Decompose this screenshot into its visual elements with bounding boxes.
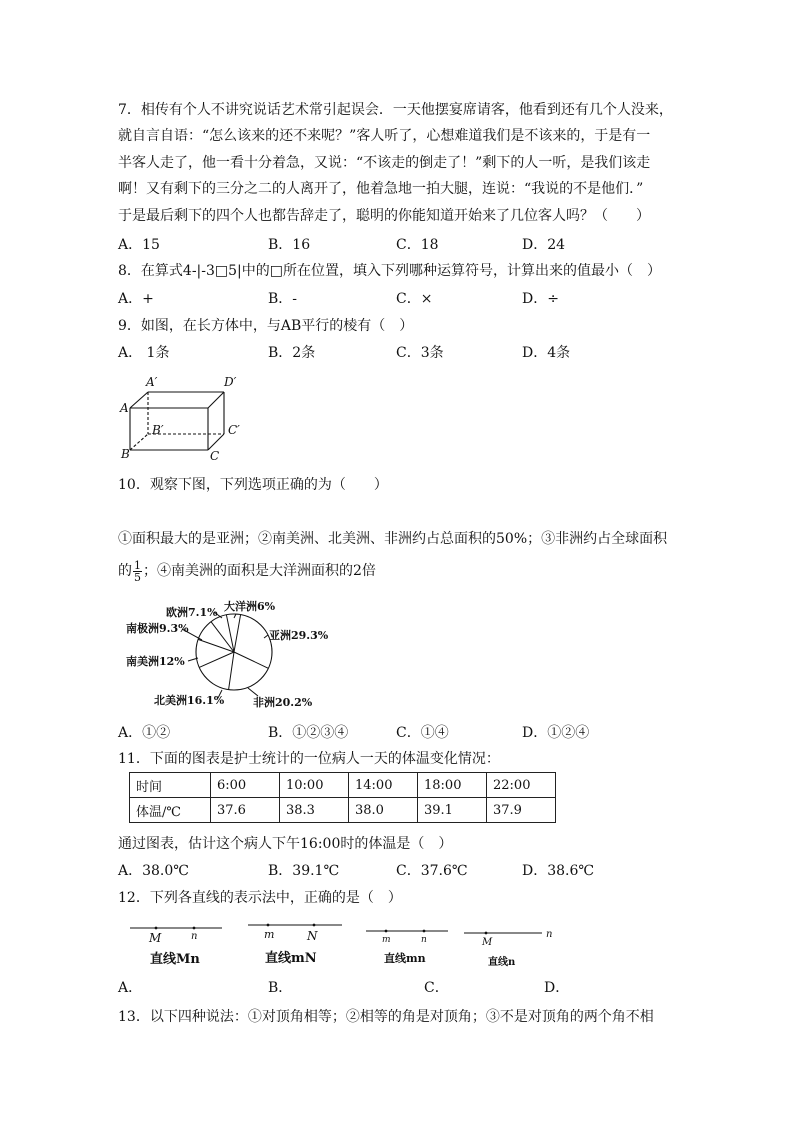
fraction-one-fifth (133, 560, 142, 583)
table-cell: 时间 (130, 773, 211, 798)
statement-suffix: ；④南美洲的面积是大洋洲面积的2倍 (143, 563, 376, 579)
table-cell: 37.6 (211, 798, 280, 823)
cuboid-figure (118, 372, 248, 464)
fraction-denominator: 5 (134, 570, 141, 584)
label-d-prime: D′ (224, 375, 237, 389)
q9-text: 9．如图，在长方体中，与AB平行的棱有（ ） (118, 318, 414, 334)
fig3-point-2: n (421, 935, 427, 945)
continent-pie-chart (118, 594, 358, 714)
table-cell: 22:00 (487, 773, 556, 798)
pie-label-4: 南美洲12% (126, 655, 185, 668)
q10-option-b[interactable]: B．①②③④ (268, 725, 349, 741)
q7-option-c[interactable]: C．18 (396, 237, 439, 253)
table-cell: 38.3 (280, 798, 349, 823)
table-cell: 14:00 (349, 773, 418, 798)
q10-statement-line-2 (118, 558, 376, 584)
q7-line-3: 半客人走了，他一看十分着急，又说：“不该走的倒走了！”剩下的人一听，是我们该走 (118, 155, 651, 171)
q12-option-a[interactable]: A． (118, 980, 143, 996)
q11-option-d[interactable]: D．38.6℃ (522, 863, 595, 879)
table-cell: 18:00 (418, 773, 487, 798)
pie-label-3: 北美洲16.1% (154, 694, 225, 707)
q7-option-b[interactable]: B．16 (268, 237, 311, 253)
table-cell: 体温/℃ (130, 798, 211, 823)
pie-label-1: 亚洲29.3% (269, 629, 329, 642)
q8-option-b[interactable]: B．- (268, 291, 298, 307)
fig3-caption: 直线mn (384, 952, 426, 965)
table-cell: 6:00 (211, 773, 280, 798)
q7-option-a[interactable]: A．15 (118, 237, 160, 253)
label-b: B (121, 447, 130, 461)
q11-option-b[interactable]: B．39.1℃ (268, 863, 340, 879)
line-notation-figures (118, 915, 578, 975)
q9-option-a[interactable]: A． 1条 (118, 345, 170, 361)
table-cell: 10:00 (280, 773, 349, 798)
q8-option-a[interactable]: A．+ (118, 291, 154, 307)
fig1-point-2: n (191, 931, 198, 942)
label-a: A (120, 401, 129, 415)
q8-text: 8．在算式4-|-3□5|中的□所在位置，填入下列哪种运算符号，计算出来的值最小（ ） (118, 263, 661, 279)
q12-text: 12．下列各直线的表示法中，正确的是（ ） (118, 890, 402, 906)
label-c: C (210, 449, 220, 463)
q7-line-5: 于是最后剩下的四个人也都告辞走了，聪明的你能知道开始来了几位客人吗？（ ） (118, 208, 650, 224)
q12-option-d[interactable]: D． (544, 980, 570, 996)
fig1-caption: 直线Mn (150, 952, 200, 967)
pie-slice-boundary (234, 652, 268, 668)
q8-option-c[interactable]: C．× (396, 291, 433, 307)
q9-option-b[interactable]: B．2条 (268, 345, 316, 361)
table-cell: 39.1 (418, 798, 487, 823)
q10-option-a[interactable]: A．①② (118, 725, 171, 741)
q11-option-c[interactable]: C．37.6℃ (396, 863, 468, 879)
fig4-point-1: M (482, 937, 493, 948)
q8-option-d[interactable]: D．÷ (522, 291, 559, 307)
q10-text: 10．观察下图，下列选项正确的为（ ） (118, 477, 388, 493)
table-cell: 37.9 (487, 798, 556, 823)
q10-statement-line-1: ①面积最大的是亚洲；②南美洲、北美洲、非洲约占总面积的50%；③非洲约占全球面积 (118, 531, 668, 547)
fraction-numerator: 1 (134, 558, 141, 572)
q7-option-d[interactable]: D．24 (522, 237, 566, 253)
fig3-point-1: m (382, 935, 391, 945)
pie-leader-line (248, 688, 258, 696)
fig2-point-1: m (264, 928, 275, 941)
q7-line-1: 7．相传有个人不讲究说话艺术常引起误会．一天他摆宴席请客，他看到还有几个人没来， (118, 102, 673, 118)
pie-slice-boundary (229, 652, 234, 690)
q7-line-2: 就自言自语：“怎么该来的还不来呢？”客人听了，心想难道我们是不该来的，于是有一 (118, 128, 651, 144)
q9-option-d[interactable]: D．4条 (522, 345, 571, 361)
pie-label-6: 欧洲7.1% (166, 606, 218, 619)
fig1-point-1: M (149, 931, 162, 945)
statement-prefix: 的 (118, 563, 132, 579)
pie-slice-boundary (199, 652, 234, 667)
table-cell: 38.0 (349, 798, 418, 823)
fig2-caption: 直线mN (265, 951, 317, 966)
fig2-point-2: N (307, 929, 318, 943)
temperature-table (129, 772, 556, 823)
q11-option-a[interactable]: A．38.0℃ (118, 863, 189, 879)
q10-option-d[interactable]: D．①②④ (522, 725, 590, 741)
pie-leader-line (264, 635, 268, 638)
q10-option-c[interactable]: C．①④ (396, 725, 449, 741)
label-b-prime: B′ (152, 423, 164, 437)
q7-line-4: 啊！又有剩下的三分之二的人离开了，他着急地一拍大腿，连说：“我说的不是他们．” (118, 181, 644, 197)
q12-option-b[interactable]: B． (268, 980, 293, 996)
table-row (130, 773, 556, 798)
pie-slice-boundary (234, 615, 241, 652)
q11-text-2: 通过图表，估计这个病人下午16:00时的体温是（ ） (118, 836, 453, 852)
fig4-caption: 直线n (488, 957, 516, 968)
q12-option-c[interactable]: C． (424, 980, 449, 996)
pie-leader-line (234, 614, 236, 618)
pie-label-2: 非洲20.2% (253, 696, 313, 709)
label-c-prime: C′ (228, 423, 240, 437)
q9-option-c[interactable]: C．3条 (396, 345, 444, 361)
table-row (130, 798, 556, 823)
fig4-point-2: n (546, 929, 553, 940)
label-a-prime: A′ (146, 375, 158, 389)
pie-label-5: 南极洲9.3% (126, 622, 189, 635)
q13-text: 13．以下四种说法：①对顶角相等；②相等的角是对顶角；③不是对顶角的两个角不相 (118, 1009, 654, 1025)
pie-label-7: 大洋洲6% (224, 600, 276, 613)
q11-text: 11．下面的图表是护士统计的一位病人一天的体温变化情况： (118, 751, 500, 767)
